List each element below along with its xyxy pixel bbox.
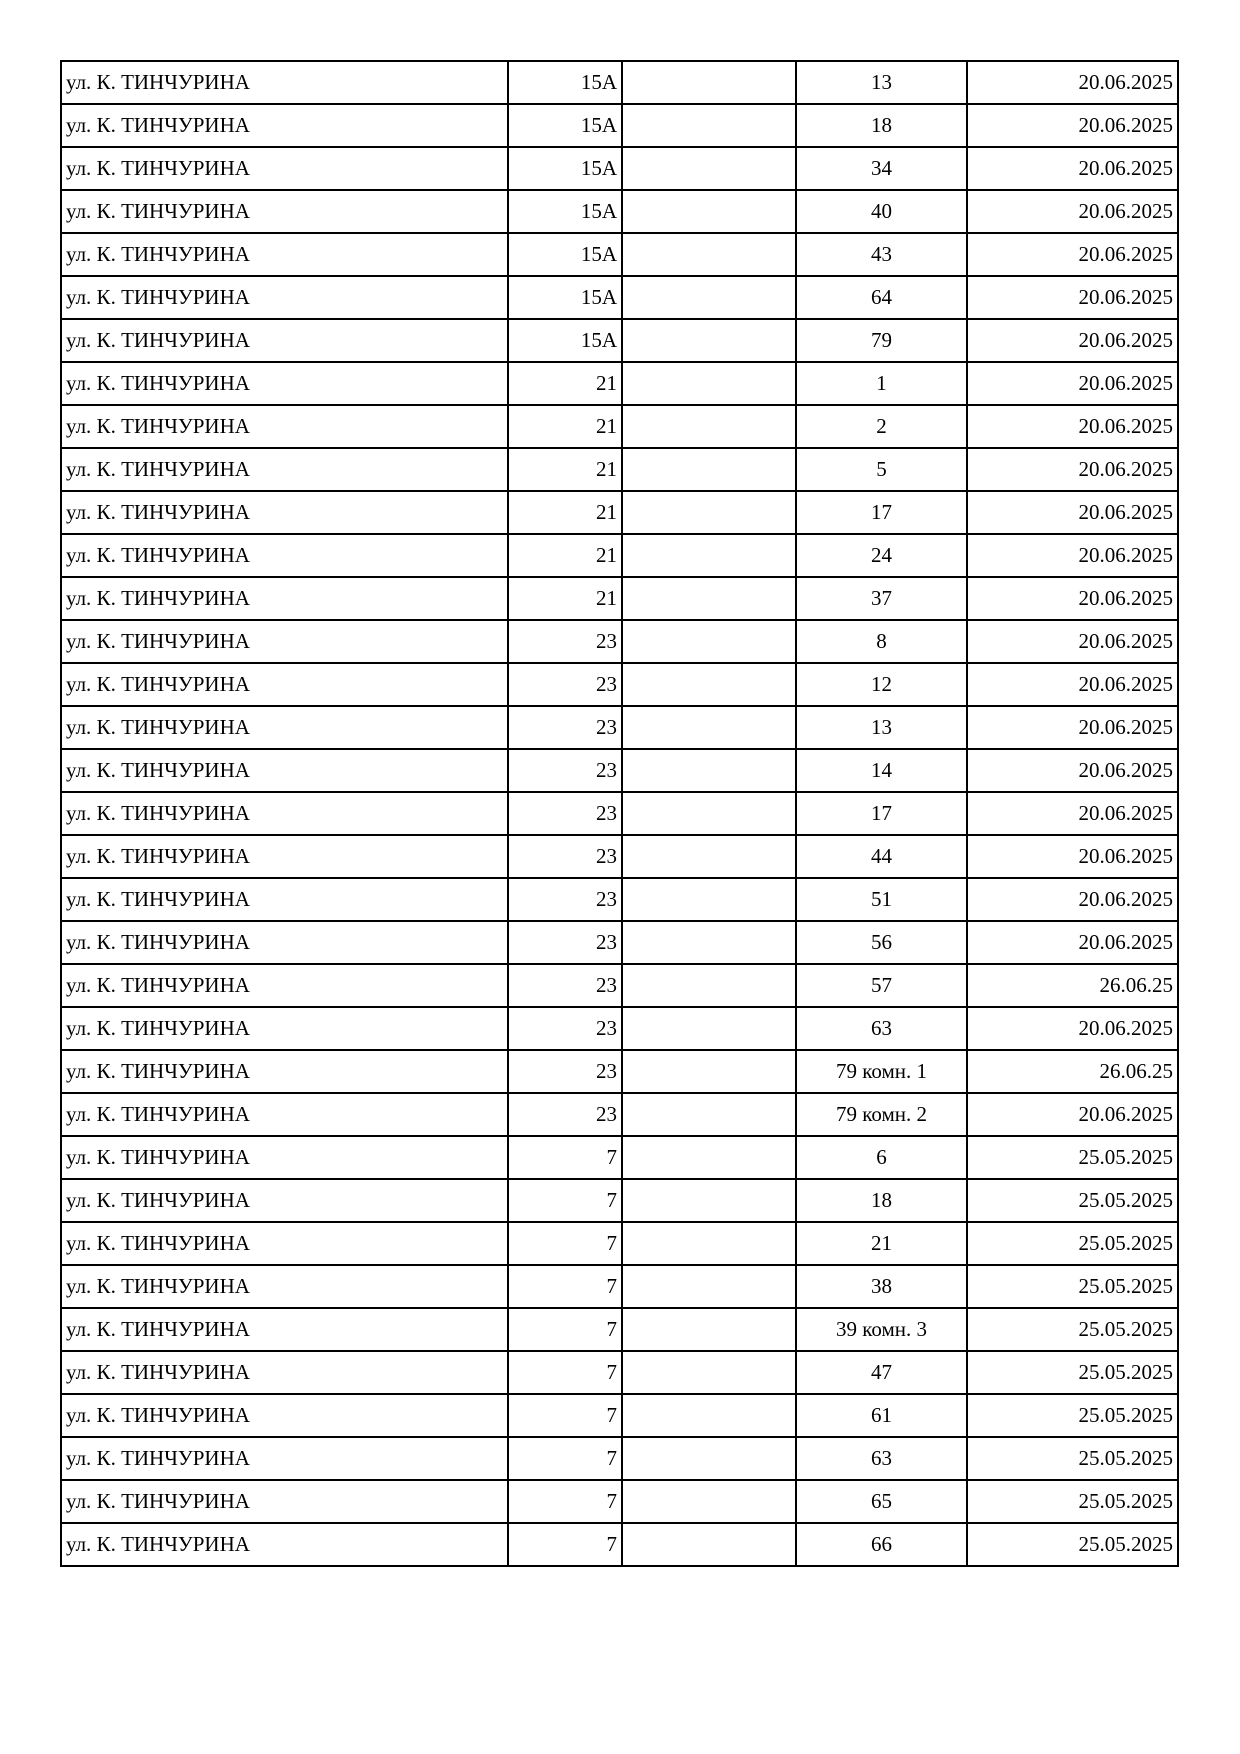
date-cell: 25.05.2025 <box>967 1523 1178 1566</box>
house-number-cell: 7 <box>508 1437 622 1480</box>
date-cell: 20.06.2025 <box>967 921 1178 964</box>
empty-cell <box>622 835 796 878</box>
date-cell: 20.06.2025 <box>967 835 1178 878</box>
street-cell: ул. К. ТИНЧУРИНА <box>61 491 508 534</box>
house-number-cell: 21 <box>508 448 622 491</box>
apartment-cell: 24 <box>796 534 967 577</box>
table-row <box>61 1351 1178 1394</box>
apartment-cell: 44 <box>796 835 967 878</box>
table-row <box>61 1136 1178 1179</box>
house-number-cell: 23 <box>508 1093 622 1136</box>
house-number-cell: 23 <box>508 663 622 706</box>
table-row <box>61 405 1178 448</box>
house-number-cell: 7 <box>508 1480 622 1523</box>
street-cell: ул. К. ТИНЧУРИНА <box>61 1136 508 1179</box>
date-cell: 25.05.2025 <box>967 1394 1178 1437</box>
house-number-cell: 23 <box>508 749 622 792</box>
apartment-cell: 1 <box>796 362 967 405</box>
street-cell: ул. К. ТИНЧУРИНА <box>61 1265 508 1308</box>
empty-cell <box>622 1437 796 1480</box>
table-row <box>61 1050 1178 1093</box>
date-cell: 25.05.2025 <box>967 1480 1178 1523</box>
table-row <box>61 1007 1178 1050</box>
apartment-cell: 18 <box>796 1179 967 1222</box>
empty-cell <box>622 1265 796 1308</box>
street-cell: ул. К. ТИНЧУРИНА <box>61 104 508 147</box>
street-cell: ул. К. ТИНЧУРИНА <box>61 1050 508 1093</box>
house-number-cell: 7 <box>508 1394 622 1437</box>
apartment-cell: 6 <box>796 1136 967 1179</box>
table-row <box>61 1437 1178 1480</box>
apartment-cell: 18 <box>796 104 967 147</box>
table-row <box>61 749 1178 792</box>
date-cell: 26.06.25 <box>967 964 1178 1007</box>
date-cell: 20.06.2025 <box>967 491 1178 534</box>
empty-cell <box>622 878 796 921</box>
date-cell: 20.06.2025 <box>967 577 1178 620</box>
date-cell: 25.05.2025 <box>967 1437 1178 1480</box>
street-cell: ул. К. ТИНЧУРИНА <box>61 749 508 792</box>
apartment-cell: 34 <box>796 147 967 190</box>
address-table-body <box>61 61 1178 1566</box>
house-number-cell: 7 <box>508 1136 622 1179</box>
house-number-cell: 15А <box>508 233 622 276</box>
date-cell: 20.06.2025 <box>967 405 1178 448</box>
street-cell: ул. К. ТИНЧУРИНА <box>61 706 508 749</box>
street-cell: ул. К. ТИНЧУРИНА <box>61 233 508 276</box>
house-number-cell: 15А <box>508 147 622 190</box>
apartment-cell: 38 <box>796 1265 967 1308</box>
table-row <box>61 319 1178 362</box>
empty-cell <box>622 749 796 792</box>
date-cell: 20.06.2025 <box>967 319 1178 362</box>
street-cell: ул. К. ТИНЧУРИНА <box>61 878 508 921</box>
apartment-cell: 14 <box>796 749 967 792</box>
street-cell: ул. К. ТИНЧУРИНА <box>61 1222 508 1265</box>
table-row <box>61 1265 1178 1308</box>
date-cell: 20.06.2025 <box>967 104 1178 147</box>
address-table <box>60 60 1179 1567</box>
empty-cell <box>622 620 796 663</box>
date-cell: 20.06.2025 <box>967 1093 1178 1136</box>
house-number-cell: 21 <box>508 577 622 620</box>
house-number-cell: 21 <box>508 491 622 534</box>
apartment-cell: 21 <box>796 1222 967 1265</box>
empty-cell <box>622 362 796 405</box>
street-cell: ул. К. ТИНЧУРИНА <box>61 147 508 190</box>
table-row <box>61 878 1178 921</box>
empty-cell <box>622 921 796 964</box>
street-cell: ул. К. ТИНЧУРИНА <box>61 190 508 233</box>
table-row <box>61 61 1178 104</box>
apartment-cell: 56 <box>796 921 967 964</box>
apartment-cell: 13 <box>796 61 967 104</box>
date-cell: 20.06.2025 <box>967 276 1178 319</box>
table-row <box>61 620 1178 663</box>
house-number-cell: 15А <box>508 61 622 104</box>
apartment-cell: 66 <box>796 1523 967 1566</box>
table-row <box>61 964 1178 1007</box>
apartment-cell: 5 <box>796 448 967 491</box>
apartment-cell: 40 <box>796 190 967 233</box>
empty-cell <box>622 577 796 620</box>
apartment-cell: 43 <box>796 233 967 276</box>
table-row <box>61 1523 1178 1566</box>
apartment-cell: 79 комн. 2 <box>796 1093 967 1136</box>
date-cell: 26.06.25 <box>967 1050 1178 1093</box>
apartment-cell: 63 <box>796 1437 967 1480</box>
table-row <box>61 1308 1178 1351</box>
house-number-cell: 15А <box>508 190 622 233</box>
date-cell: 25.05.2025 <box>967 1222 1178 1265</box>
apartment-cell: 12 <box>796 663 967 706</box>
table-row <box>61 448 1178 491</box>
table-row <box>61 1480 1178 1523</box>
house-number-cell: 23 <box>508 706 622 749</box>
apartment-cell: 2 <box>796 405 967 448</box>
empty-cell <box>622 448 796 491</box>
house-number-cell: 7 <box>508 1179 622 1222</box>
empty-cell <box>622 233 796 276</box>
date-cell: 20.06.2025 <box>967 706 1178 749</box>
house-number-cell: 7 <box>508 1351 622 1394</box>
date-cell: 20.06.2025 <box>967 190 1178 233</box>
apartment-cell: 65 <box>796 1480 967 1523</box>
house-number-cell: 23 <box>508 921 622 964</box>
house-number-cell: 7 <box>508 1308 622 1351</box>
apartment-cell: 63 <box>796 1007 967 1050</box>
apartment-cell: 79 <box>796 319 967 362</box>
street-cell: ул. К. ТИНЧУРИНА <box>61 1523 508 1566</box>
apartment-cell: 64 <box>796 276 967 319</box>
street-cell: ул. К. ТИНЧУРИНА <box>61 835 508 878</box>
apartment-cell: 79 комн. 1 <box>796 1050 967 1093</box>
street-cell: ул. К. ТИНЧУРИНА <box>61 1179 508 1222</box>
house-number-cell: 15А <box>508 104 622 147</box>
table-row <box>61 921 1178 964</box>
date-cell: 20.06.2025 <box>967 663 1178 706</box>
empty-cell <box>622 663 796 706</box>
street-cell: ул. К. ТИНЧУРИНА <box>61 663 508 706</box>
date-cell: 25.05.2025 <box>967 1308 1178 1351</box>
house-number-cell: 21 <box>508 405 622 448</box>
table-row <box>61 1394 1178 1437</box>
street-cell: ул. К. ТИНЧУРИНА <box>61 1480 508 1523</box>
street-cell: ул. К. ТИНЧУРИНА <box>61 1308 508 1351</box>
street-cell: ул. К. ТИНЧУРИНА <box>61 1007 508 1050</box>
street-cell: ул. К. ТИНЧУРИНА <box>61 1394 508 1437</box>
date-cell: 25.05.2025 <box>967 1351 1178 1394</box>
empty-cell <box>622 1480 796 1523</box>
empty-cell <box>622 190 796 233</box>
table-row <box>61 147 1178 190</box>
apartment-cell: 61 <box>796 1394 967 1437</box>
empty-cell <box>622 534 796 577</box>
table-row <box>61 534 1178 577</box>
empty-cell <box>622 1351 796 1394</box>
apartment-cell: 37 <box>796 577 967 620</box>
table-row <box>61 1222 1178 1265</box>
date-cell: 20.06.2025 <box>967 1007 1178 1050</box>
date-cell: 25.05.2025 <box>967 1179 1178 1222</box>
table-row <box>61 362 1178 405</box>
date-cell: 20.06.2025 <box>967 534 1178 577</box>
street-cell: ул. К. ТИНЧУРИНА <box>61 964 508 1007</box>
street-cell: ул. К. ТИНЧУРИНА <box>61 534 508 577</box>
empty-cell <box>622 405 796 448</box>
empty-cell <box>622 1007 796 1050</box>
street-cell: ул. К. ТИНЧУРИНА <box>61 921 508 964</box>
house-number-cell: 23 <box>508 835 622 878</box>
table-row <box>61 835 1178 878</box>
empty-cell <box>622 61 796 104</box>
street-cell: ул. К. ТИНЧУРИНА <box>61 276 508 319</box>
empty-cell <box>622 792 796 835</box>
apartment-cell: 39 комн. 3 <box>796 1308 967 1351</box>
house-number-cell: 23 <box>508 1050 622 1093</box>
empty-cell <box>622 1093 796 1136</box>
apartment-cell: 51 <box>796 878 967 921</box>
date-cell: 20.06.2025 <box>967 448 1178 491</box>
empty-cell <box>622 1136 796 1179</box>
table-row <box>61 1093 1178 1136</box>
apartment-cell: 57 <box>796 964 967 1007</box>
house-number-cell: 15А <box>508 319 622 362</box>
street-cell: ул. К. ТИНЧУРИНА <box>61 319 508 362</box>
empty-cell <box>622 319 796 362</box>
street-cell: ул. К. ТИНЧУРИНА <box>61 1351 508 1394</box>
empty-cell <box>622 1222 796 1265</box>
date-cell: 25.05.2025 <box>967 1265 1178 1308</box>
date-cell: 20.06.2025 <box>967 233 1178 276</box>
table-row <box>61 663 1178 706</box>
empty-cell <box>622 706 796 749</box>
empty-cell <box>622 491 796 534</box>
table-row <box>61 276 1178 319</box>
date-cell: 20.06.2025 <box>967 61 1178 104</box>
date-cell: 20.06.2025 <box>967 878 1178 921</box>
house-number-cell: 23 <box>508 1007 622 1050</box>
table-row <box>61 233 1178 276</box>
house-number-cell: 23 <box>508 878 622 921</box>
date-cell: 25.05.2025 <box>967 1136 1178 1179</box>
house-number-cell: 15А <box>508 276 622 319</box>
date-cell: 20.06.2025 <box>967 620 1178 663</box>
table-row <box>61 491 1178 534</box>
apartment-cell: 13 <box>796 706 967 749</box>
table-row <box>61 190 1178 233</box>
street-cell: ул. К. ТИНЧУРИНА <box>61 577 508 620</box>
date-cell: 20.06.2025 <box>967 749 1178 792</box>
house-number-cell: 7 <box>508 1265 622 1308</box>
empty-cell <box>622 147 796 190</box>
house-number-cell: 21 <box>508 362 622 405</box>
house-number-cell: 21 <box>508 534 622 577</box>
table-row <box>61 577 1178 620</box>
apartment-cell: 47 <box>796 1351 967 1394</box>
street-cell: ул. К. ТИНЧУРИНА <box>61 620 508 663</box>
apartment-cell: 17 <box>796 792 967 835</box>
empty-cell <box>622 276 796 319</box>
street-cell: ул. К. ТИНЧУРИНА <box>61 362 508 405</box>
apartment-cell: 8 <box>796 620 967 663</box>
date-cell: 20.06.2025 <box>967 792 1178 835</box>
empty-cell <box>622 1050 796 1093</box>
apartment-cell: 17 <box>796 491 967 534</box>
empty-cell <box>622 1394 796 1437</box>
empty-cell <box>622 104 796 147</box>
empty-cell <box>622 964 796 1007</box>
empty-cell <box>622 1179 796 1222</box>
street-cell: ул. К. ТИНЧУРИНА <box>61 448 508 491</box>
street-cell: ул. К. ТИНЧУРИНА <box>61 1437 508 1480</box>
date-cell: 20.06.2025 <box>967 147 1178 190</box>
house-number-cell: 23 <box>508 620 622 663</box>
street-cell: ул. К. ТИНЧУРИНА <box>61 405 508 448</box>
street-cell: ул. К. ТИНЧУРИНА <box>61 61 508 104</box>
street-cell: ул. К. ТИНЧУРИНА <box>61 1093 508 1136</box>
empty-cell <box>622 1523 796 1566</box>
house-number-cell: 23 <box>508 964 622 1007</box>
table-row <box>61 792 1178 835</box>
house-number-cell: 23 <box>508 792 622 835</box>
table-row <box>61 1179 1178 1222</box>
date-cell: 20.06.2025 <box>967 362 1178 405</box>
empty-cell <box>622 1308 796 1351</box>
house-number-cell: 7 <box>508 1222 622 1265</box>
table-row <box>61 104 1178 147</box>
street-cell: ул. К. ТИНЧУРИНА <box>61 792 508 835</box>
table-row <box>61 706 1178 749</box>
house-number-cell: 7 <box>508 1523 622 1566</box>
